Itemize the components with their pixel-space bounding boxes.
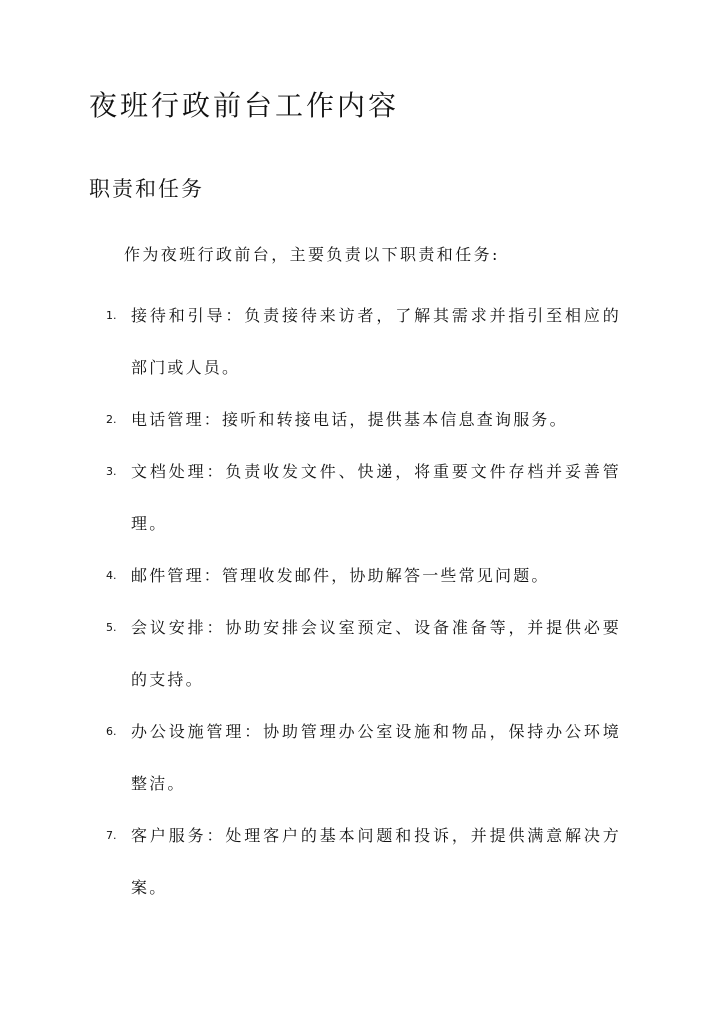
list-item [106,394,626,446]
page-title: 夜班行政前台工作内容 [89,89,400,122]
intro-paragraph: 作为夜班行政前台，主要负责以下职责和任务: [124,245,500,264]
list-item-number: 1. [106,309,117,322]
section-heading: 职责和任务 [89,177,204,201]
list-item-text: 会议安排：协助安排会议室预定、设备准备等，并提供必要的支持。 [131,618,621,689]
duty-list [106,290,626,914]
list-item [106,706,626,810]
list-item-text: 邮件管理：管理收发邮件，协助解答一些常见问题。 [131,566,550,585]
list-item-text: 接待和引导：负责接待来访者，了解其需求并指引至相应的部门或人员。 [131,306,621,377]
list-item [106,550,626,602]
list-item-text: 电话管理：接听和转接电话，提供基本信息查询服务。 [131,410,568,429]
list-item-text: 客户服务：处理客户的基本问题和投诉，并提供满意解决方案。 [131,826,621,897]
list-item-text: 文档处理：负责收发文件、快递，将重要文件存档并妥善管理。 [131,462,621,533]
list-item [106,290,626,394]
list-item [106,602,626,706]
list-item-number: 4. [106,569,117,582]
list-item [106,446,626,550]
list-item-number: 5. [106,621,117,634]
list-item-number: 3. [106,465,117,478]
list-item-number: 7. [106,829,117,842]
list-item [106,810,626,914]
list-item-number: 2. [106,413,117,426]
list-item-number: 6. [106,725,117,738]
list-item-text: 办公设施管理：协助管理办公室设施和物品，保持办公环境整洁。 [131,722,621,793]
